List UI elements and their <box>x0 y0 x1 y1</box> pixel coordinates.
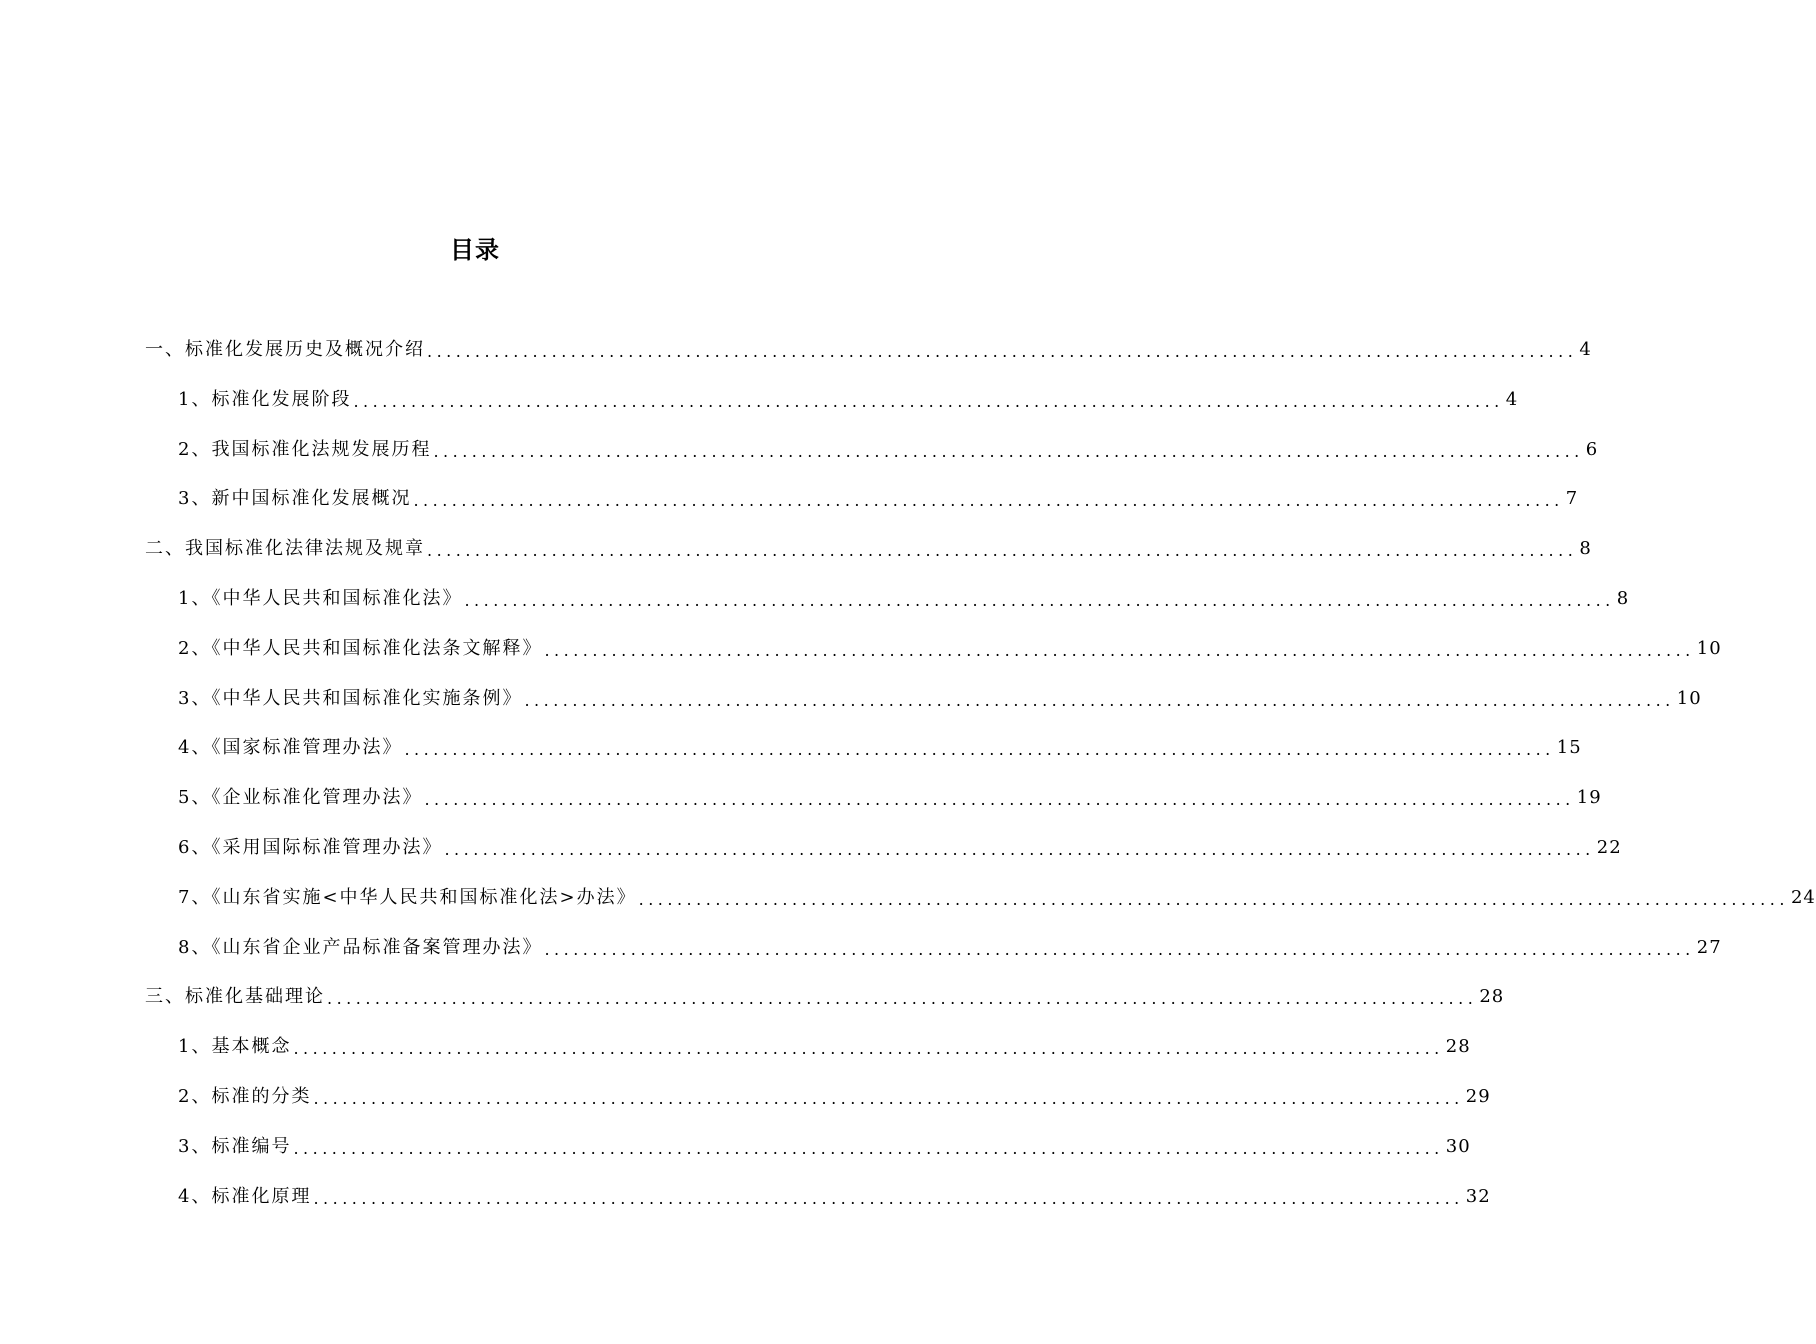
toc-leader-dots: ........................................................................................................................ <box>638 889 1789 909</box>
toc-entry-label: 一、标准化发展历史及概况介绍 <box>145 339 425 360</box>
toc-entry-page: 10 <box>1676 687 1702 709</box>
toc-entry-label: 1、《中华人民共和国标准化法》 <box>178 588 463 609</box>
toc-entry[interactable] <box>178 733 1582 763</box>
toc-entry[interactable] <box>178 634 1722 664</box>
toc-entry-page: 15 <box>1556 737 1582 759</box>
toc-entry-page: 28 <box>1479 986 1505 1008</box>
toc-entry-page: 4 <box>1579 339 1592 360</box>
toc-entry[interactable] <box>178 385 1519 415</box>
toc-entry-label: 2、我国标准化法规发展历程 <box>178 438 432 460</box>
toc-entry[interactable] <box>178 1182 1491 1212</box>
toc-entry[interactable] <box>178 783 1602 813</box>
toc-entry-label: 1、标准化发展阶段 <box>178 388 352 410</box>
toc-leader-dots: ........................................................................................................................ <box>404 740 1555 760</box>
toc-entry[interactable] <box>178 1132 1471 1162</box>
toc-leader-dots: ........................................................................................................................ <box>544 939 1695 959</box>
toc-entry[interactable] <box>178 584 1630 614</box>
toc-leader-dots: ........................................................................................................................ <box>427 342 1578 361</box>
toc-entry[interactable] <box>178 1032 1471 1062</box>
toc-leader-dots: ........................................................................................................................ <box>444 840 1595 859</box>
toc-entry[interactable] <box>145 335 1592 365</box>
toc-entry-page: 6 <box>1585 438 1599 460</box>
toc-entry-label: 二、我国标准化法律法规及规章 <box>145 538 425 560</box>
toc-entry-label: 1、基本概念 <box>178 1036 292 1058</box>
toc-entry-label: 7、《山东省实施<中华人民共和国标准化法>办法》 <box>178 886 637 908</box>
toc-entry-page: 19 <box>1576 787 1602 809</box>
toc-entry-label: 6、《采用国际标准管理办法》 <box>178 837 443 858</box>
toc-leader-dots: ........................................................................................................................ <box>353 391 1504 411</box>
toc-leader-dots: ........................................................................................................................ <box>427 541 1578 561</box>
toc-entry-page: 32 <box>1465 1185 1491 1207</box>
toc-entry-label: 2、《中华人民共和国标准化法条文解释》 <box>178 637 543 659</box>
toc-leader-dots: ........................................................................................................................ <box>413 491 1564 511</box>
toc-entry-page: 7 <box>1565 488 1579 510</box>
toc-entry-page: 10 <box>1696 637 1722 659</box>
toc-entry-page: 22 <box>1596 837 1622 858</box>
toc-entry-label: 3、《中华人民共和国标准化实施条例》 <box>178 687 523 709</box>
toc-entry-label: 3、新中国标准化发展概况 <box>178 488 412 510</box>
toc-entry[interactable] <box>178 435 1599 465</box>
toc-entry[interactable] <box>178 933 1722 963</box>
toc-entry-page: 28 <box>1445 1036 1471 1058</box>
toc-leader-dots: ........................................................................................................................ <box>433 441 1584 461</box>
toc-entry-page: 8 <box>1616 588 1630 609</box>
toc-entry[interactable] <box>178 883 1816 913</box>
toc-entry-label: 2、标准的分类 <box>178 1086 312 1107</box>
toc-leader-dots: ........................................................................................................................ <box>293 1039 1444 1059</box>
toc-leader-dots: ........................................................................................................................ <box>327 989 1478 1009</box>
toc-entry-page: 24 <box>1790 886 1816 908</box>
toc-entry-label: 三、标准化基础理论 <box>145 986 325 1008</box>
toc-entry-label: 3、标准编号 <box>178 1135 292 1157</box>
toc-leader-dots: ........................................................................................................................ <box>293 1138 1444 1158</box>
toc-title: 目录 <box>450 236 500 264</box>
toc-entry-page: 4 <box>1505 388 1519 410</box>
toc-entry-page: 8 <box>1579 538 1592 560</box>
toc-entry[interactable] <box>178 484 1579 514</box>
toc-entry-label: 5、《企业标准化管理办法》 <box>178 787 423 809</box>
toc-entry-page: 30 <box>1445 1135 1471 1157</box>
toc-entry-label: 4、《国家标准管理办法》 <box>178 737 403 759</box>
toc-leader-dots: ........................................................................................................................ <box>464 591 1615 610</box>
toc-leader-dots: ........................................................................................................................ <box>524 690 1675 710</box>
toc-entry[interactable] <box>145 982 1505 1012</box>
toc-entry-label: 8、《山东省企业产品标准备案管理办法》 <box>178 936 543 958</box>
toc-entry[interactable] <box>178 684 1702 714</box>
toc-leader-dots: ........................................................................................................................ <box>313 1188 1464 1208</box>
toc-entry-label: 4、标准化原理 <box>178 1185 312 1207</box>
toc-entry[interactable] <box>145 534 1592 564</box>
toc-leader-dots: ........................................................................................................................ <box>424 790 1575 810</box>
toc-entry-page: 29 <box>1465 1086 1491 1107</box>
toc-entry-page: 27 <box>1696 936 1722 958</box>
toc-entry[interactable] <box>178 1082 1491 1112</box>
toc-entry[interactable] <box>178 833 1622 863</box>
toc-leader-dots: ........................................................................................................................ <box>544 640 1695 660</box>
toc-leader-dots: ........................................................................................................................ <box>313 1089 1464 1108</box>
